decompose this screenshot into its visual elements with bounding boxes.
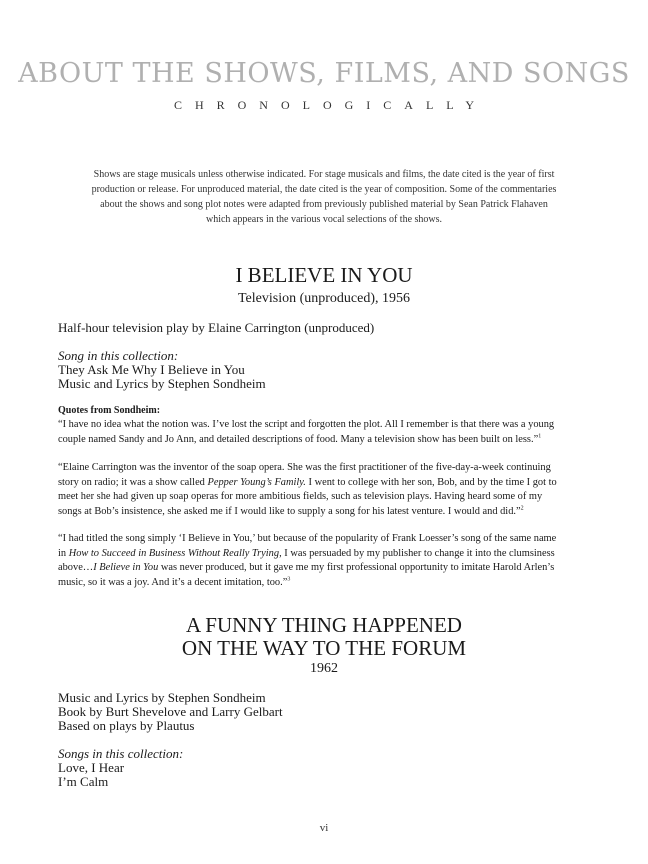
section-subtitle: Television (unproduced), 1956 xyxy=(237,291,411,306)
intro-line: Shows are stage musicals unless otherwise indicated. For stage musicals and films, the date cited is the year of first xyxy=(93,169,555,180)
page-number: vi xyxy=(319,822,329,834)
songs-label: Songs in this collection: xyxy=(58,746,184,761)
credit-line: Music and Lyrics by Stephen Sondheim xyxy=(58,690,266,705)
show-description: Half-hour television play by Elaine Carrington (unproduced) xyxy=(58,320,375,335)
footnote-marker: 2 xyxy=(520,505,524,512)
quote-paragraph-2 xyxy=(58,461,593,519)
quote-text: story on radio; it was a show called xyxy=(58,476,208,488)
section-year: 1962 xyxy=(310,661,338,676)
quote-text: was never produced, but it gave me my first professional opportunity to imitate Harold Arlen’s xyxy=(158,562,555,574)
credit-line: Book by Burt Shevelove and Larry Gelbart xyxy=(58,704,283,719)
quote-text: I went to college with her son, Bob, and by the time I got to xyxy=(305,476,557,488)
quotes-heading: Quotes from Sondheim: xyxy=(58,405,161,416)
quote-line xyxy=(58,505,593,520)
quote-line xyxy=(58,547,593,562)
intro-line: which appears in the various vocal selections of the shows. xyxy=(205,214,443,225)
credit-line: Based on plays by Plautus xyxy=(58,718,195,733)
show-title-italic: How to Succeed in Business Without Really Trying, xyxy=(68,547,282,559)
song-title: I’m Calm xyxy=(58,774,109,789)
intro-paragraph xyxy=(58,167,590,227)
quote-text: couple named Sandy and Jo Ann, and detailed descriptions of food. Many a television show has been built on less.” xyxy=(58,433,539,445)
section-title: I BELIEVE IN YOU xyxy=(235,263,413,287)
song-title: Love, I Hear xyxy=(58,760,125,775)
section-title: A FUNNY THING HAPPENED xyxy=(186,613,462,637)
quote-line xyxy=(58,433,593,448)
quote-text: I was persuaded by my publisher to change it into the clumsiness xyxy=(281,547,555,559)
quote-text: above… xyxy=(58,562,94,574)
quote-paragraph-1 xyxy=(58,418,593,447)
quote-paragraph-3 xyxy=(58,532,593,590)
quote-line xyxy=(58,561,593,576)
intro-line: about the shows and song plot notes were adapted from previously published material by Sean Patrick Flahaven xyxy=(100,199,548,210)
song-title: They Ask Me Why I Believe in You xyxy=(58,362,245,377)
quote-line xyxy=(58,476,593,491)
footnote-marker: 1 xyxy=(538,433,542,440)
show-title-italic: Pepper Young’s Family. xyxy=(207,476,306,488)
section-title: ON THE WAY TO THE FORUM xyxy=(181,636,467,660)
footnote-marker: 3 xyxy=(287,576,291,583)
page-title: ABOUT THE SHOWS, FILMS, AND SONGS xyxy=(18,58,630,89)
show-title-italic: I Believe in You xyxy=(93,562,159,574)
quote-text: in xyxy=(58,547,69,559)
songs-label: Song in this collection: xyxy=(58,348,179,363)
quote-text: songs at Bob’s insistence, she asked me if I would like to supply a song for his latest venture. I would and did.” xyxy=(58,505,521,517)
quote-line: “I had titled the song simply ‘I Believe in You,’ but because of the popularity of Frank Loesser’s song of the same name xyxy=(58,533,557,544)
quote-line xyxy=(58,576,593,591)
quote-line: “I have no idea what the notion was. I’ve lost the script and forgotten the plot. All I remember is that there was a young xyxy=(58,419,555,430)
quote-text: music, so it was a joy. And it’s a decent imitation, too.” xyxy=(58,576,288,588)
quote-line: “Elaine Carrington was the inventor of the soap opera. She was the first practitioner of the five-day-a-week continuing xyxy=(58,462,551,473)
intro-line: production or release. For unproduced material, the date cited is the year of composition. Some of the commentaries xyxy=(91,184,557,195)
song-credits: Music and Lyrics by Stephen Sondheim xyxy=(58,376,266,391)
quote-line: meet her she had given up soap operas for more ambitious fields, such as television plays. Having heard some of my xyxy=(58,491,543,503)
page-subtitle: CHRONOLOGICALLY xyxy=(173,98,488,112)
